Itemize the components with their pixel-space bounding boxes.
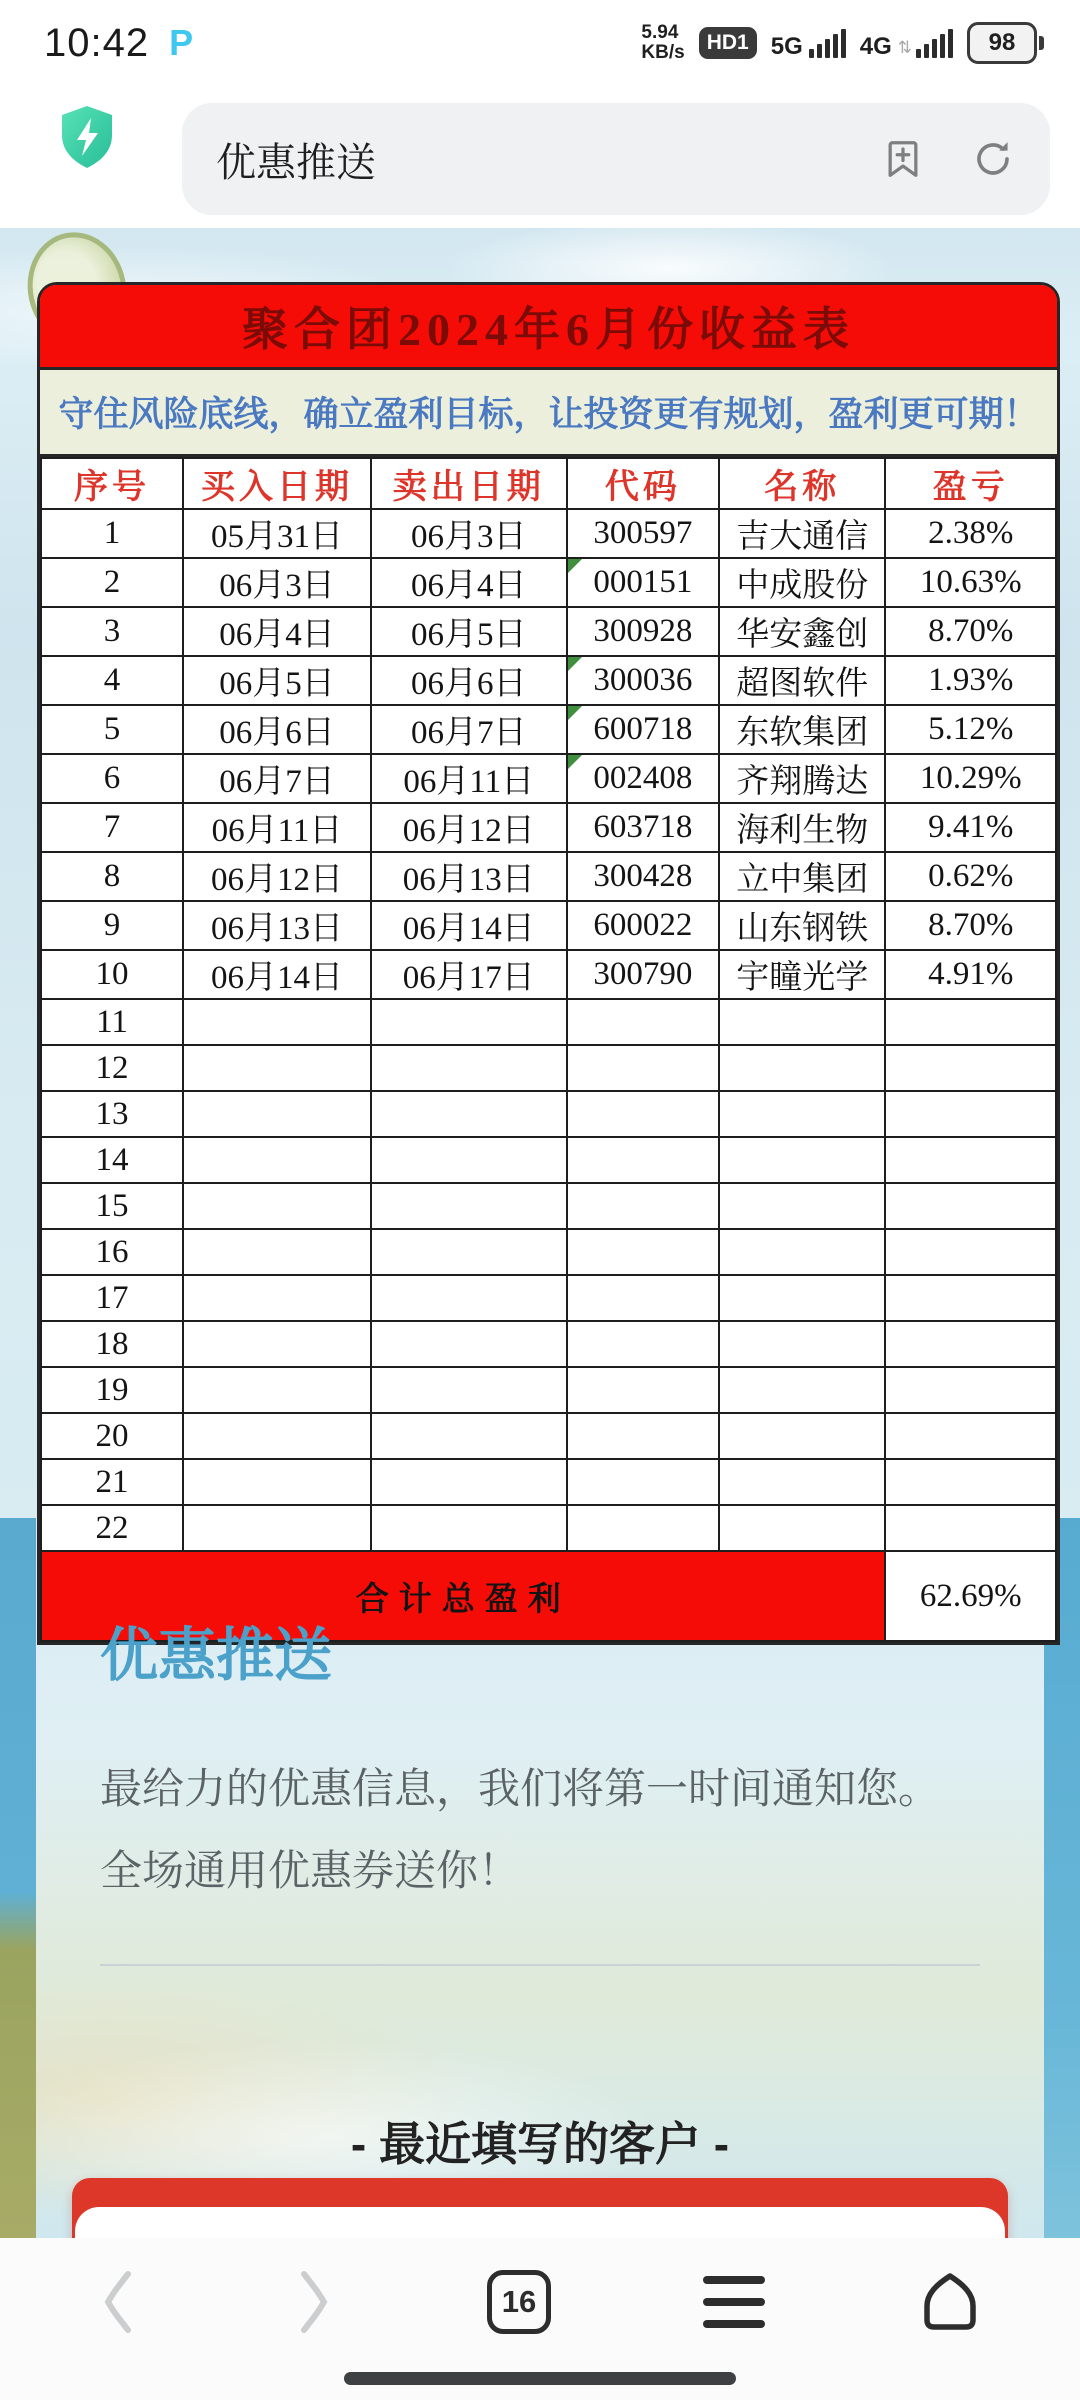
cell-stock-code: 002408 — [567, 754, 719, 803]
cell-profit-loss: 5.12% — [885, 705, 1056, 754]
cell-stock-name — [719, 1321, 885, 1367]
cell-stock-code — [567, 1091, 719, 1137]
cell-stock-name: 山东钢铁 — [719, 901, 885, 950]
sheet-subtitle: 守住风险底线，确立盈利目标，让投资更有规划，盈利更可期！ — [40, 367, 1057, 457]
battery-icon — [967, 22, 1044, 64]
cell-stock-name: 立中集团 — [719, 852, 885, 901]
cell-stock-code: 600022 — [567, 901, 719, 950]
table-row — [41, 558, 1056, 607]
table-row — [41, 999, 1056, 1045]
cell-profit-loss — [885, 999, 1056, 1045]
table-row — [41, 705, 1056, 754]
col-header-buy: 买入日期 — [183, 458, 371, 509]
cell-profit-loss: 8.70% — [885, 607, 1056, 656]
cell-sell-date: 06月3日 — [371, 509, 567, 558]
cell-no: 12 — [41, 1045, 183, 1091]
cell-stock-name: 齐翔腾达 — [719, 754, 885, 803]
cell-buy-date: 05月31日 — [183, 509, 371, 558]
signal-bars-icon — [916, 28, 953, 58]
signal-sim1 — [771, 28, 846, 58]
table-row — [41, 1321, 1056, 1367]
hd-voice-badge: HD1 — [699, 27, 757, 59]
cell-stock-code: 600718 — [567, 705, 719, 754]
network-speed-unit: KB/s — [641, 42, 685, 63]
promo-heading: 优惠推送 — [100, 1623, 333, 1688]
cell-profit-loss: 1.93% — [885, 656, 1056, 705]
cell-sell-date — [371, 1045, 567, 1091]
cell-stock-name — [719, 1459, 885, 1505]
cell-sell-date — [371, 999, 567, 1045]
refresh-icon[interactable] — [970, 136, 1016, 182]
cell-buy-date — [183, 999, 371, 1045]
cell-buy-date — [183, 1137, 371, 1183]
profit-sheet — [37, 282, 1060, 1645]
col-header-pl: 盈亏 — [885, 458, 1056, 509]
cell-buy-date — [183, 1321, 371, 1367]
cell-buy-date — [183, 1275, 371, 1321]
cell-profit-loss: 10.29% — [885, 754, 1056, 803]
table-row — [41, 754, 1056, 803]
cell-stock-code — [567, 1137, 719, 1183]
cell-stock-code: 300928 — [567, 607, 719, 656]
cell-stock-code: 300597 — [567, 509, 719, 558]
cell-sell-date: 06月12日 — [371, 803, 567, 852]
divider — [100, 1964, 980, 1966]
cell-stock-name — [719, 1367, 885, 1413]
security-shield-icon[interactable] — [56, 104, 118, 170]
cell-stock-code — [567, 1229, 719, 1275]
cell-sell-date — [371, 1183, 567, 1229]
cell-sell-date — [371, 1275, 567, 1321]
table-row — [41, 1505, 1056, 1551]
cell-stock-name: 中成股份 — [719, 558, 885, 607]
cell-profit-loss — [885, 1183, 1056, 1229]
cell-no: 6 — [41, 754, 183, 803]
table-row — [41, 1137, 1056, 1183]
cell-buy-date — [183, 1459, 371, 1505]
cell-sell-date: 06月6日 — [371, 656, 567, 705]
cell-buy-date: 06月14日 — [183, 950, 371, 999]
sim2-label: 4G — [859, 33, 892, 60]
cell-profit-loss — [885, 1505, 1056, 1551]
cell-profit-loss — [885, 1045, 1056, 1091]
cell-sell-date: 06月17日 — [371, 950, 567, 999]
cell-profit-loss — [885, 1091, 1056, 1137]
cell-no: 10 — [41, 950, 183, 999]
cell-stock-name — [719, 1091, 885, 1137]
cell-sell-date: 06月13日 — [371, 852, 567, 901]
sheet-title: 聚合团2024年6月份收益表 — [40, 285, 1057, 367]
cell-stock-code — [567, 1321, 719, 1367]
cell-profit-loss — [885, 1137, 1056, 1183]
browser-bottom-nav — [0, 2238, 1080, 2400]
cell-stock-code — [567, 1183, 719, 1229]
menu-icon[interactable] — [703, 2276, 765, 2328]
cell-stock-name: 海利生物 — [719, 803, 885, 852]
cell-stock-code: 603718 — [567, 803, 719, 852]
tab-counter-button[interactable]: 16 — [487, 2270, 551, 2334]
cell-buy-date: 06月6日 — [183, 705, 371, 754]
cell-stock-name — [719, 1183, 885, 1229]
cell-profit-loss — [885, 1275, 1056, 1321]
cell-no: 2 — [41, 558, 183, 607]
cell-profit-loss: 8.70% — [885, 901, 1056, 950]
cell-sell-date: 06月5日 — [371, 607, 567, 656]
cell-buy-date: 06月4日 — [183, 607, 371, 656]
col-header-sell: 卖出日期 — [371, 458, 567, 509]
signal-bars-icon — [809, 28, 846, 58]
cell-profit-loss — [885, 1413, 1056, 1459]
cell-no: 7 — [41, 803, 183, 852]
cell-stock-code: 300790 — [567, 950, 719, 999]
sim1-label: 5G — [770, 33, 803, 60]
browser-toolbar — [0, 80, 1080, 228]
col-header-no: 序号 — [41, 458, 183, 509]
cell-buy-date — [183, 1091, 371, 1137]
cell-stock-code — [567, 1045, 719, 1091]
cell-no: 15 — [41, 1183, 183, 1229]
cell-no: 19 — [41, 1367, 183, 1413]
cell-no: 21 — [41, 1459, 183, 1505]
cell-profit-loss: 4.91% — [885, 950, 1056, 999]
cell-stock-code — [567, 999, 719, 1045]
cell-sell-date — [371, 1367, 567, 1413]
status-bar — [0, 0, 1080, 80]
back-icon[interactable] — [96, 2266, 140, 2338]
cell-sell-date — [371, 1505, 567, 1551]
cell-no: 14 — [41, 1137, 183, 1183]
address-bar[interactable] — [182, 103, 1050, 215]
cell-stock-name: 华安鑫创 — [719, 607, 885, 656]
cell-stock-name — [719, 1505, 885, 1551]
table-row — [41, 1045, 1056, 1091]
cell-sell-date: 06月7日 — [371, 705, 567, 754]
profit-table — [40, 457, 1057, 1642]
cell-sell-date: 06月11日 — [371, 754, 567, 803]
clock: 10:42 — [44, 20, 150, 65]
cell-stock-name: 超图软件 — [719, 656, 885, 705]
cell-stock-code: 000151 — [567, 558, 719, 607]
cell-sell-date — [371, 1229, 567, 1275]
cell-profit-loss — [885, 1229, 1056, 1275]
cell-no: 9 — [41, 901, 183, 950]
signal-sim2 — [860, 28, 953, 58]
cell-profit-loss: 9.41% — [885, 803, 1056, 852]
table-header-row — [41, 458, 1056, 509]
table-row — [41, 1459, 1056, 1505]
cell-profit-loss — [885, 1459, 1056, 1505]
network-speed-value: 5.94 — [641, 22, 679, 43]
total-value: 62.69% — [885, 1551, 1056, 1641]
table-row — [41, 1413, 1056, 1459]
cell-buy-date: 06月13日 — [183, 901, 371, 950]
cell-no: 3 — [41, 607, 183, 656]
cell-no: 20 — [41, 1413, 183, 1459]
cell-profit-loss: 0.62% — [885, 852, 1056, 901]
cell-profit-loss — [885, 1321, 1056, 1367]
webpage-content — [0, 228, 1080, 2238]
cell-no: 11 — [41, 999, 183, 1045]
cell-stock-name — [719, 1413, 885, 1459]
cell-stock-code — [567, 1505, 719, 1551]
cell-no: 4 — [41, 656, 183, 705]
cell-no: 16 — [41, 1229, 183, 1275]
gesture-bar[interactable] — [344, 2372, 736, 2385]
table-row — [41, 509, 1056, 558]
cell-no: 18 — [41, 1321, 183, 1367]
add-bookmark-icon[interactable] — [880, 136, 926, 182]
cell-sell-date: 06月4日 — [371, 558, 567, 607]
col-header-name: 名称 — [719, 458, 885, 509]
cell-stock-name — [719, 1275, 885, 1321]
cell-stock-name — [719, 1045, 885, 1091]
cell-buy-date: 06月11日 — [183, 803, 371, 852]
cell-profit-loss: 10.63% — [885, 558, 1056, 607]
recent-customers-heading: - 最近填写的客户 - — [350, 2118, 730, 2170]
cell-sell-date — [371, 1413, 567, 1459]
notification-app-icon: P — [169, 22, 194, 63]
table-row — [41, 1275, 1056, 1321]
cell-stock-name — [719, 1137, 885, 1183]
cell-buy-date — [183, 1367, 371, 1413]
table-row — [41, 803, 1056, 852]
table-row — [41, 656, 1056, 705]
cell-buy-date — [183, 1413, 371, 1459]
cell-sell-date — [371, 1137, 567, 1183]
cell-buy-date — [183, 1229, 371, 1275]
data-transfer-arrows-icon: ⇅ — [897, 38, 912, 57]
address-bar-text[interactable]: 优惠推送 — [216, 140, 376, 185]
cell-stock-name: 东软集团 — [719, 705, 885, 754]
cell-stock-code — [567, 1275, 719, 1321]
cell-buy-date: 06月3日 — [183, 558, 371, 607]
promo-section — [100, 1608, 980, 1966]
total-label: 合计总盈利 — [41, 1551, 885, 1641]
cell-buy-date — [183, 1505, 371, 1551]
cell-buy-date — [183, 1045, 371, 1091]
cell-profit-loss: 2.38% — [885, 509, 1056, 558]
table-row — [41, 1367, 1056, 1413]
cell-stock-code — [567, 1367, 719, 1413]
report-table-body — [41, 509, 1056, 1551]
cell-buy-date: 06月12日 — [183, 852, 371, 901]
cell-stock-name: 吉大通信 — [719, 509, 885, 558]
network-speed — [641, 23, 684, 63]
cell-buy-date: 06月7日 — [183, 754, 371, 803]
cell-sell-date — [371, 1459, 567, 1505]
table-row — [41, 1229, 1056, 1275]
battery-percent: 98 — [967, 22, 1037, 64]
cell-no: 8 — [41, 852, 183, 901]
cell-stock-name: 宇瞳光学 — [719, 950, 885, 999]
cell-no: 17 — [41, 1275, 183, 1321]
promo-text-line1: 最给力的优惠信息，我们将第一时间通知您。 — [100, 1765, 941, 1812]
cell-profit-loss — [885, 1367, 1056, 1413]
cell-stock-code — [567, 1459, 719, 1505]
cell-sell-date: 06月14日 — [371, 901, 567, 950]
cell-stock-code: 300036 — [567, 656, 719, 705]
table-row — [41, 607, 1056, 656]
cell-stock-code: 300428 — [567, 852, 719, 901]
promo-text-line2: 全场通用优惠券送你！ — [100, 1847, 521, 1894]
cell-sell-date — [371, 1321, 567, 1367]
cell-no: 5 — [41, 705, 183, 754]
table-row — [41, 852, 1056, 901]
cell-stock-code — [567, 1413, 719, 1459]
table-row — [41, 1091, 1056, 1137]
cell-no: 1 — [41, 509, 183, 558]
cell-no: 13 — [41, 1091, 183, 1137]
table-row — [41, 901, 1056, 950]
forward-icon[interactable] — [292, 2266, 336, 2338]
home-icon[interactable] — [916, 2270, 984, 2334]
cell-buy-date — [183, 1183, 371, 1229]
cell-sell-date — [371, 1091, 567, 1137]
col-header-code: 代码 — [567, 458, 719, 509]
table-row — [41, 950, 1056, 999]
cell-stock-name — [719, 999, 885, 1045]
cell-stock-name — [719, 1229, 885, 1275]
table-row — [41, 1183, 1056, 1229]
cell-no: 22 — [41, 1505, 183, 1551]
cell-buy-date: 06月5日 — [183, 656, 371, 705]
